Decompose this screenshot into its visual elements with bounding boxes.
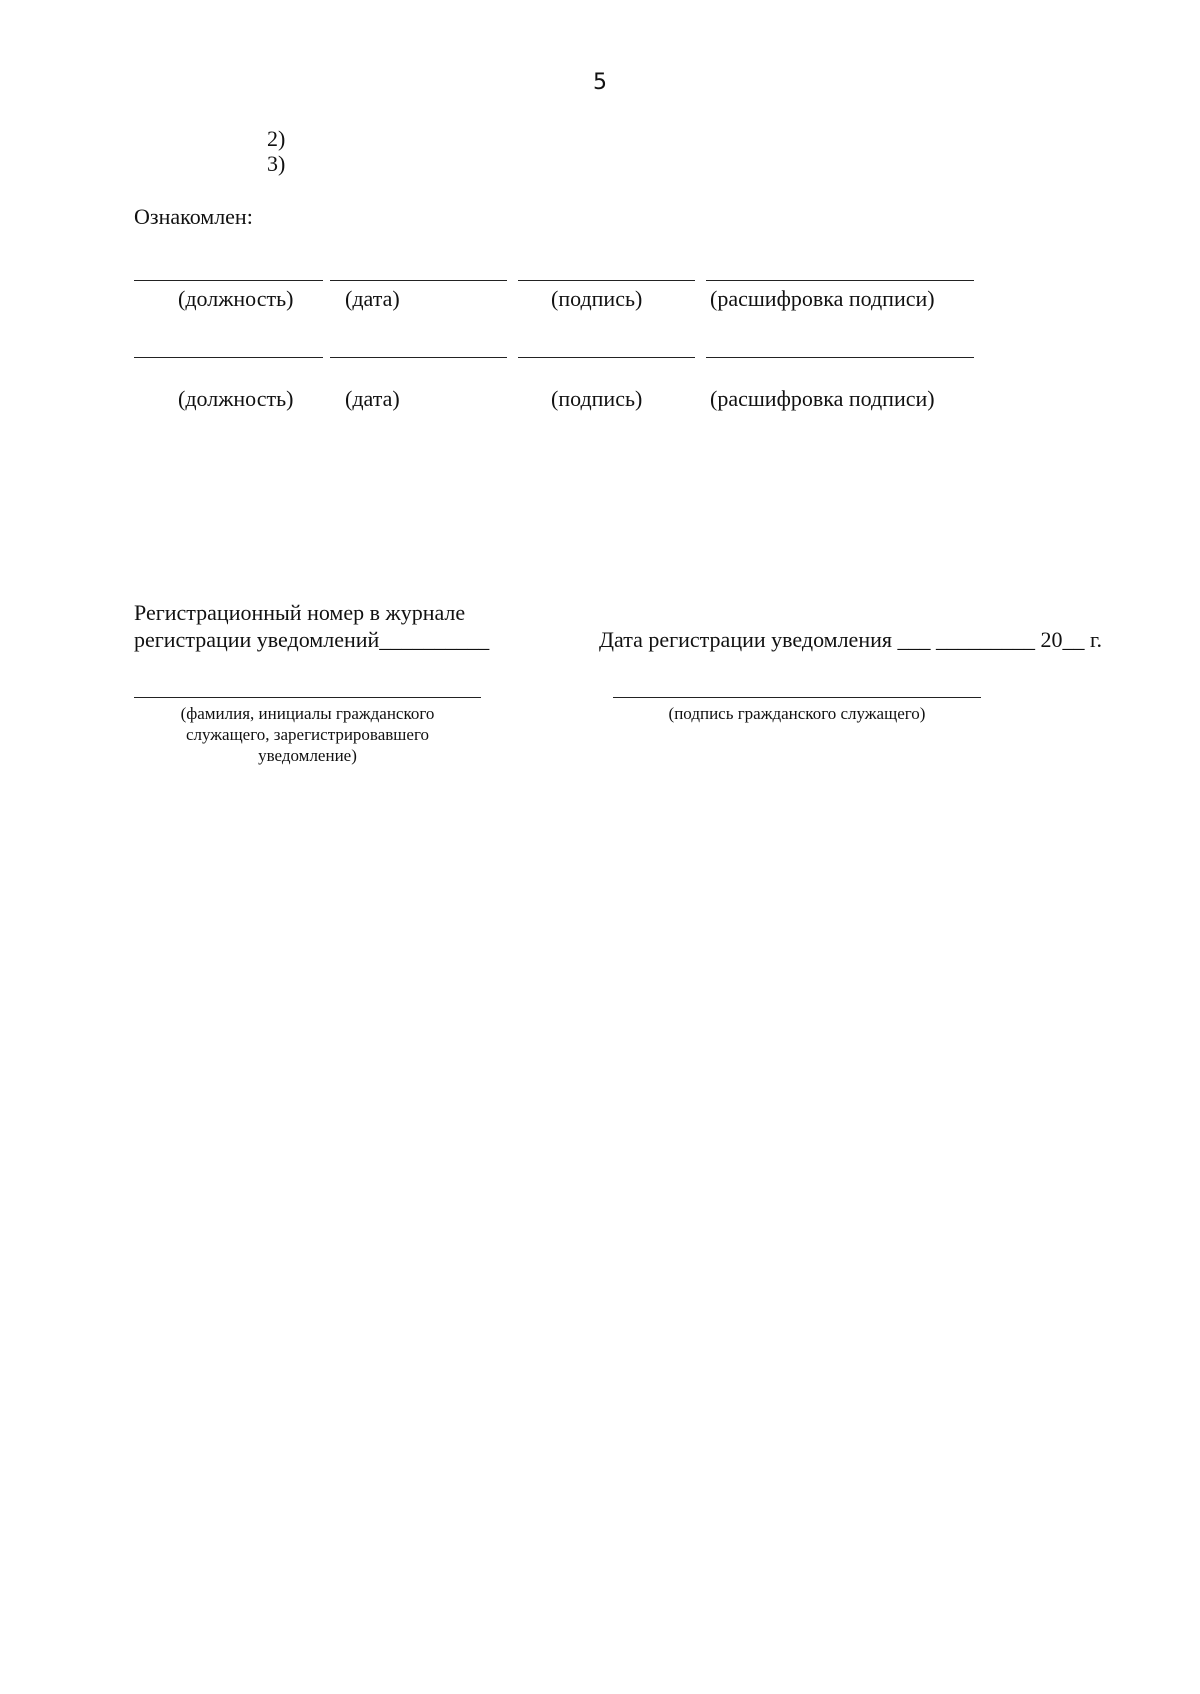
position-line[interactable] (134, 357, 323, 358)
registration-number-line2[interactable]: регистрации уведомлений__________ (134, 627, 490, 652)
signature-line[interactable] (518, 280, 695, 281)
position-line[interactable] (134, 280, 323, 281)
registrar-name-caption: (фамилия, инициалы гражданского служащего, зарегистрировавшего уведомление) (180, 704, 435, 765)
list-item-3: 3) (267, 151, 286, 176)
position-caption: (должность) (178, 286, 294, 311)
page-number: 5 (593, 70, 607, 95)
date-line[interactable] (330, 280, 507, 281)
date-line[interactable] (330, 357, 507, 358)
date-caption: (дата) (345, 286, 400, 311)
transcript-caption: (расшифровка подписи) (710, 286, 935, 311)
registrar-name-line[interactable] (134, 697, 481, 698)
transcript-line[interactable] (706, 357, 974, 358)
acquainted-label: Ознакомлен: (134, 204, 253, 229)
registrar-signature-line[interactable] (613, 697, 981, 698)
signature-line[interactable] (518, 357, 695, 358)
registration-number-line1: Регистрационный номер в журнале (134, 600, 466, 625)
transcript-line[interactable] (706, 280, 974, 281)
position-caption: (должность) (178, 386, 294, 411)
list-item-2: 2) (267, 126, 286, 151)
date-caption: (дата) (345, 386, 400, 411)
signature-caption: (подпись) (551, 286, 643, 311)
signature-caption: (подпись) (551, 386, 643, 411)
registration-date[interactable]: Дата регистрации уведомления ___ _________ 20__ г. (599, 627, 1103, 652)
transcript-caption: (расшифровка подписи) (710, 386, 935, 411)
registrar-signature-caption: (подпись гражданского служащего) (668, 704, 926, 723)
